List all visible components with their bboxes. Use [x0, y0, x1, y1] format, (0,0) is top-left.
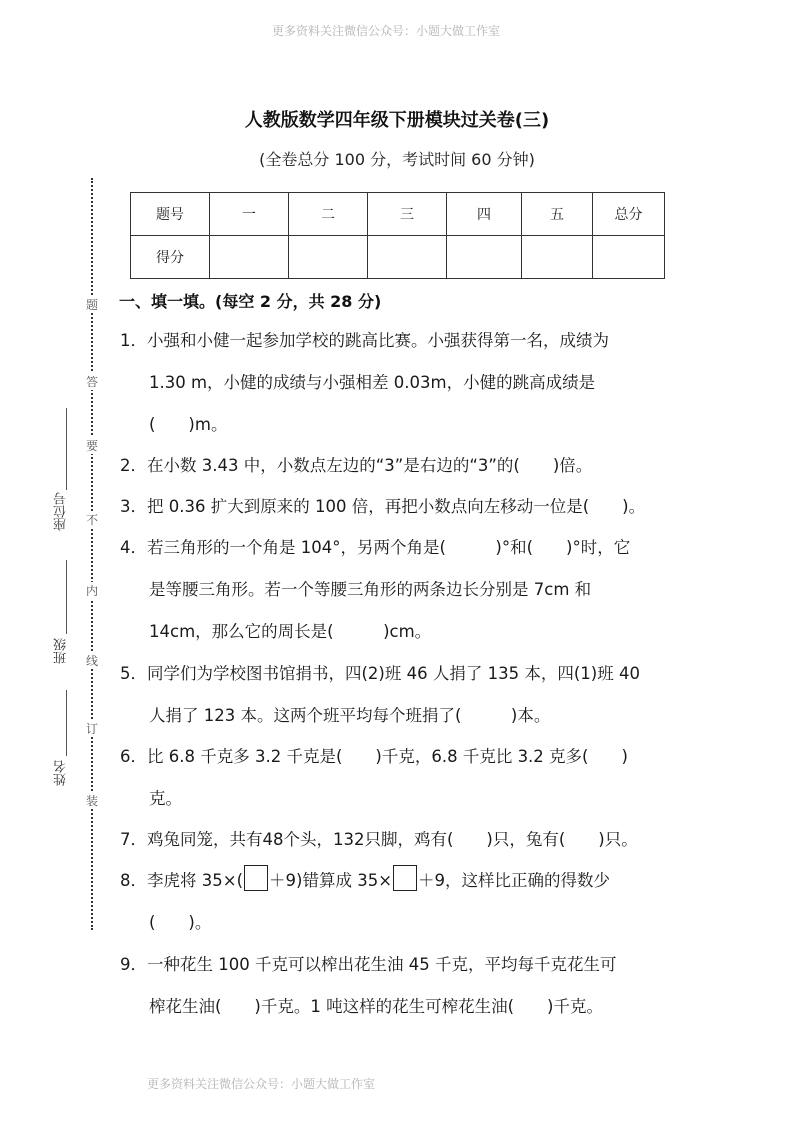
- binding-char: 不: [85, 513, 98, 527]
- seat-number-line[interactable]: [66, 408, 67, 490]
- score-cell[interactable]: [368, 236, 447, 279]
- class-label: 班级: [54, 638, 69, 664]
- score-cell[interactable]: [447, 236, 522, 279]
- binding-char: 内: [85, 584, 98, 598]
- score-header-cell: 四: [447, 193, 522, 236]
- watermark-bottom: 更多资料关注微信公众号：小题大做工作室: [147, 1077, 376, 1091]
- score-header-cell: 总分: [593, 193, 665, 236]
- score-header-cell: 一: [210, 193, 289, 236]
- score-header-cell: 题号: [131, 193, 210, 236]
- score-table-score-row: [131, 236, 665, 279]
- question-8-line: [120, 860, 610, 902]
- question-line: 1.30 m，小健的成绩与小强相差 0.03m，小健的跳高成绩是: [149, 373, 596, 392]
- watermark-top: 更多资料关注微信公众号：小题大做工作室: [272, 24, 501, 38]
- score-cell[interactable]: [593, 236, 665, 279]
- binding-char: 线: [85, 654, 98, 668]
- page-subtitle: (全卷总分 100 分，考试时间 60 分钟): [259, 150, 535, 169]
- name-line[interactable]: [66, 690, 67, 756]
- seat-number-label: 座位号: [54, 492, 69, 531]
- binding-char: 订: [85, 722, 98, 736]
- score-cell[interactable]: [289, 236, 368, 279]
- name-label: 姓名: [54, 760, 69, 786]
- score-table-header-row: [131, 193, 665, 236]
- binding-char: 要: [85, 439, 98, 453]
- section-heading: 一、填一填。(每空 2 分，共 28 分): [119, 292, 382, 311]
- score-header-cell: 五: [522, 193, 593, 236]
- question-line: 2．在小数 3.43 中，小数点左边的“3”是右边的“3”的( )倍。: [120, 456, 593, 475]
- score-table: [130, 192, 665, 279]
- score-header-cell: 二: [289, 193, 368, 236]
- blank-box[interactable]: [244, 865, 268, 891]
- question-line: 榨花生油( )千克。1 吨这样的花生可榨花生油( )千克。: [149, 997, 603, 1016]
- score-cell[interactable]: [522, 236, 593, 279]
- question-line: 9．一种花生 100 千克可以榨出花生油 45 千克，平均每千克花生可: [120, 955, 617, 974]
- question-8-part: 8．李虎将 35×(: [120, 871, 244, 890]
- question-line: ( )m。: [149, 415, 228, 434]
- question-line: 3．把 0.36 扩大到原来的 100 倍，再把小数点向左移动一位是( )。: [120, 497, 646, 516]
- question-line: 5．同学们为学校图书馆捐书，四(2)班 46 人捐了 135 本，四(1)班 40: [120, 664, 640, 683]
- question-line: 是等腰三角形。若一个等腰三角形的两条边长分别是 7cm 和: [149, 580, 592, 599]
- binding-char: 装: [85, 794, 98, 808]
- binding-dotted-line: [91, 178, 93, 930]
- score-header-cell: 三: [368, 193, 447, 236]
- question-line: 6．比 6.8 千克多 3.2 千克是( )千克，6.8 千克比 3.2 克多( ): [120, 747, 628, 766]
- binding-char: 题: [85, 298, 98, 312]
- score-row-label: 得分: [131, 236, 210, 279]
- score-cell[interactable]: [210, 236, 289, 279]
- question-line: 人捐了 123 本。这两个班平均每个班捐了( )本。: [149, 706, 551, 725]
- binding-char: 答: [85, 375, 98, 389]
- class-line[interactable]: [66, 560, 67, 634]
- page-title: 人教版数学四年级下册模块过关卷(三): [244, 110, 550, 131]
- question-8-part: ＋9，这样比正确的得数少: [418, 871, 611, 890]
- question-line: 1．小强和小健一起参加学校的跳高比赛。小强获得第一名，成绩为: [120, 331, 609, 350]
- question-line: ( )。: [149, 913, 212, 932]
- blank-box[interactable]: [393, 865, 417, 891]
- question-line: 14cm，那么它的周长是( )cm。: [149, 622, 432, 641]
- question-line: 克。: [149, 789, 182, 808]
- question-8-part: ＋9)错算成 35×: [269, 871, 393, 890]
- question-line: 7．鸡兔同笼，共有48个头，132只脚，鸡有( )只，兔有( )只。: [120, 830, 638, 849]
- question-line: 4．若三角形的一个角是 104°，另两个角是( )°和( )°时，它: [120, 538, 631, 557]
